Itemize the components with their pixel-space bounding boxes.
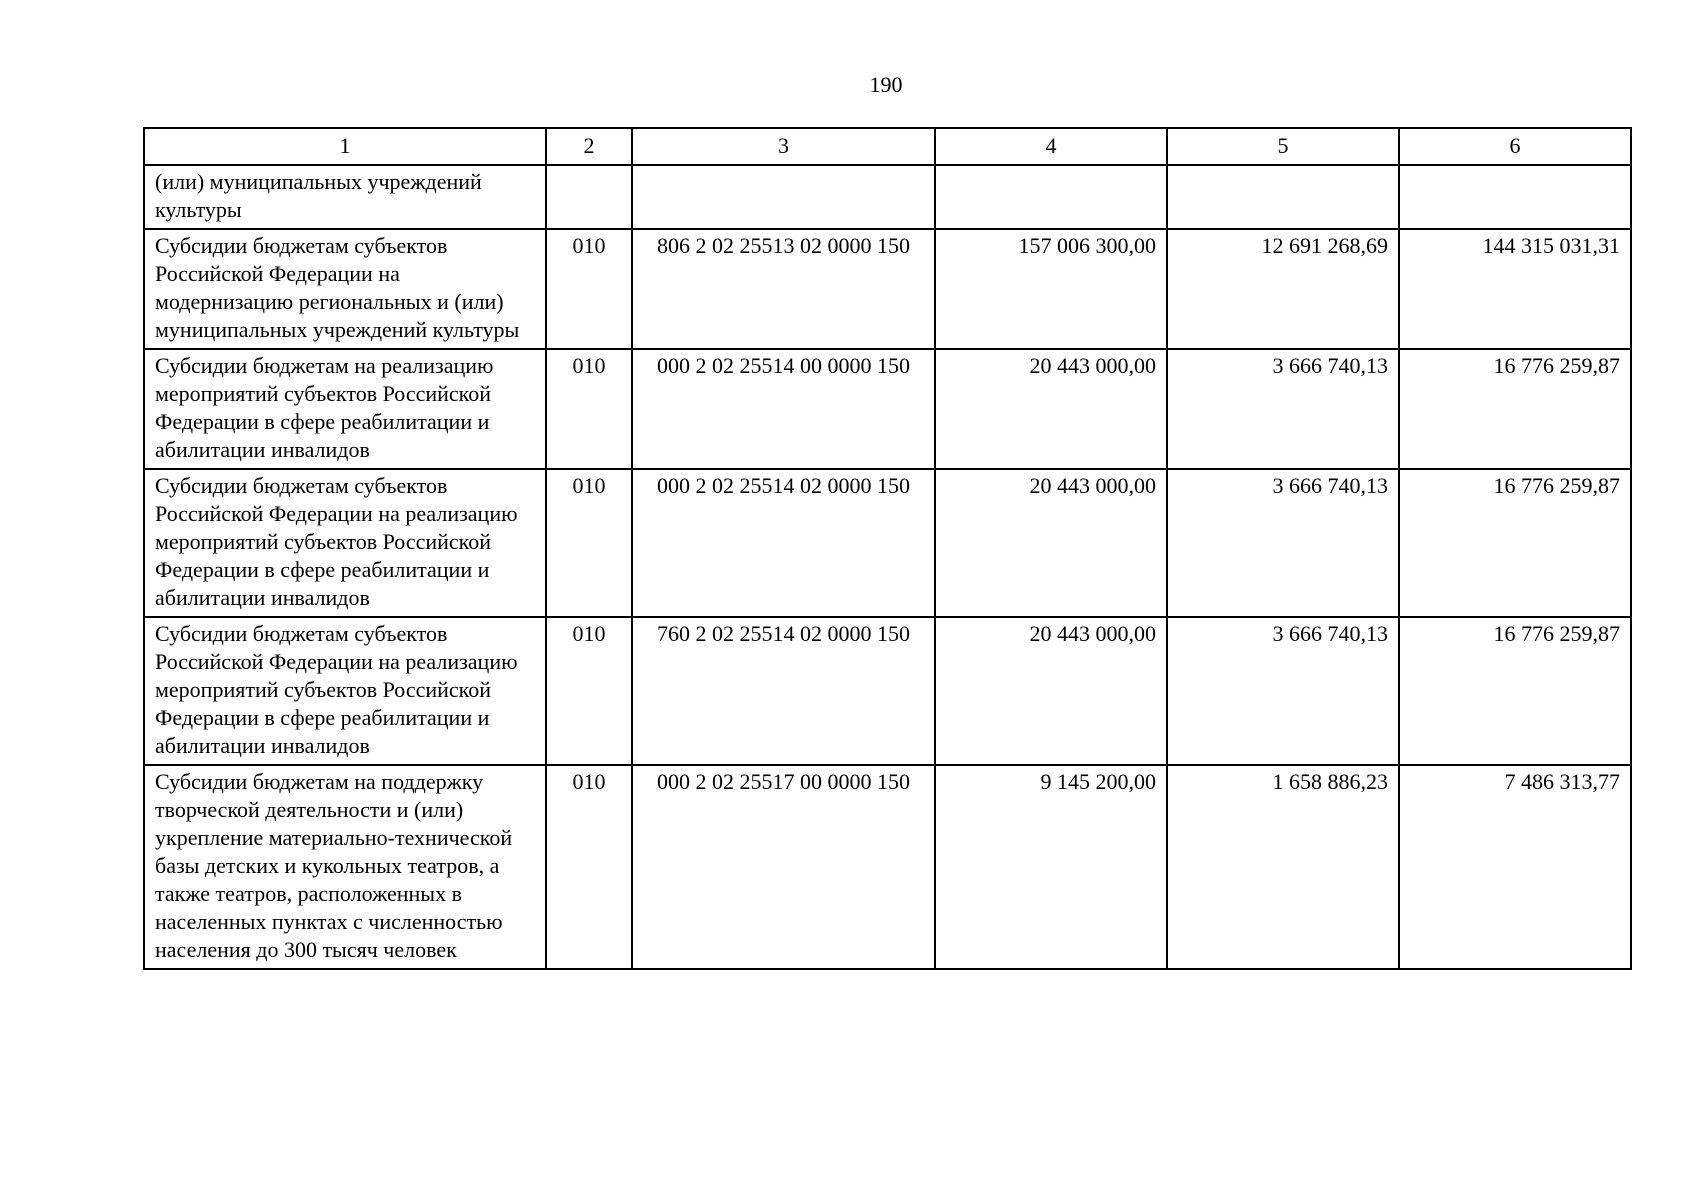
row-unexecuted-cell: 144 315 031,31 xyxy=(1399,229,1631,349)
table-row xyxy=(144,349,1631,469)
row-name-cell: Субсидии бюджетам субъектов Российской Федерации на реализацию мероприятий субъектов Российской Федерации в сфере реабилитации и абилитации инвалидов xyxy=(144,617,546,765)
row-approved-cell: 20 443 000,00 xyxy=(935,469,1167,617)
row-approved-cell: 20 443 000,00 xyxy=(935,617,1167,765)
row-income-code-cell: 806 2 02 25513 02 0000 150 xyxy=(632,229,935,349)
row-unexecuted-cell: 16 776 259,87 xyxy=(1399,349,1631,469)
table-row xyxy=(144,617,1631,765)
row-name-cell: Субсидии бюджетам субъектов Российской Федерации на модернизацию региональных и (или) муниципальных учреждений культуры xyxy=(144,229,546,349)
column-header-4: 4 xyxy=(935,128,1167,165)
row-executed-cell: 3 666 740,13 xyxy=(1167,469,1399,617)
row-approved-cell: 20 443 000,00 xyxy=(935,349,1167,469)
row-line-code-cell: 010 xyxy=(546,349,632,469)
row-unexecuted-cell xyxy=(1399,165,1631,229)
row-line-code-cell: 010 xyxy=(546,765,632,969)
row-name-cell: Субсидии бюджетам на поддержку творческой деятельности и (или) укрепление материально-технической базы детских и кукольных театров, а также театров, расположенных в населенных пунктах с численностью населения до 300 тысяч человек xyxy=(144,765,546,969)
budget-table xyxy=(143,127,1632,970)
row-income-code-cell: 000 2 02 25514 02 0000 150 xyxy=(632,469,935,617)
row-name-cell: (или) муниципальных учреждений культуры xyxy=(144,165,546,229)
column-header-5: 5 xyxy=(1167,128,1399,165)
row-executed-cell: 3 666 740,13 xyxy=(1167,617,1399,765)
row-executed-cell: 12 691 268,69 xyxy=(1167,229,1399,349)
column-header-2: 2 xyxy=(546,128,632,165)
table-row xyxy=(144,469,1631,617)
row-line-code-cell xyxy=(546,165,632,229)
row-income-code-cell: 760 2 02 25514 02 0000 150 xyxy=(632,617,935,765)
table-row xyxy=(144,229,1631,349)
row-income-code-cell: 000 2 02 25514 00 0000 150 xyxy=(632,349,935,469)
row-unexecuted-cell: 7 486 313,77 xyxy=(1399,765,1631,969)
column-header-6: 6 xyxy=(1399,128,1631,165)
row-line-code-cell: 010 xyxy=(546,617,632,765)
column-header-1: 1 xyxy=(144,128,546,165)
row-executed-cell xyxy=(1167,165,1399,229)
row-unexecuted-cell: 16 776 259,87 xyxy=(1399,617,1631,765)
row-executed-cell: 1 658 886,23 xyxy=(1167,765,1399,969)
row-name-cell: Субсидии бюджетам субъектов Российской Федерации на реализацию мероприятий субъектов Российской Федерации в сфере реабилитации и абилитации инвалидов xyxy=(144,469,546,617)
row-line-code-cell: 010 xyxy=(546,469,632,617)
column-header-3: 3 xyxy=(632,128,935,165)
table-row xyxy=(144,765,1631,969)
row-income-code-cell xyxy=(632,165,935,229)
row-executed-cell: 3 666 740,13 xyxy=(1167,349,1399,469)
row-approved-cell xyxy=(935,165,1167,229)
row-line-code-cell: 010 xyxy=(546,229,632,349)
row-approved-cell: 157 006 300,00 xyxy=(935,229,1167,349)
row-unexecuted-cell: 16 776 259,87 xyxy=(1399,469,1631,617)
row-name-cell: Субсидии бюджетам на реализацию мероприятий субъектов Российской Федерации в сфере реабилитации и абилитации инвалидов xyxy=(144,349,546,469)
table-row xyxy=(144,165,1631,229)
row-approved-cell: 9 145 200,00 xyxy=(935,765,1167,969)
table-header-row xyxy=(144,128,1631,165)
row-income-code-cell: 000 2 02 25517 00 0000 150 xyxy=(632,765,935,969)
page-number: 190 xyxy=(869,72,903,97)
